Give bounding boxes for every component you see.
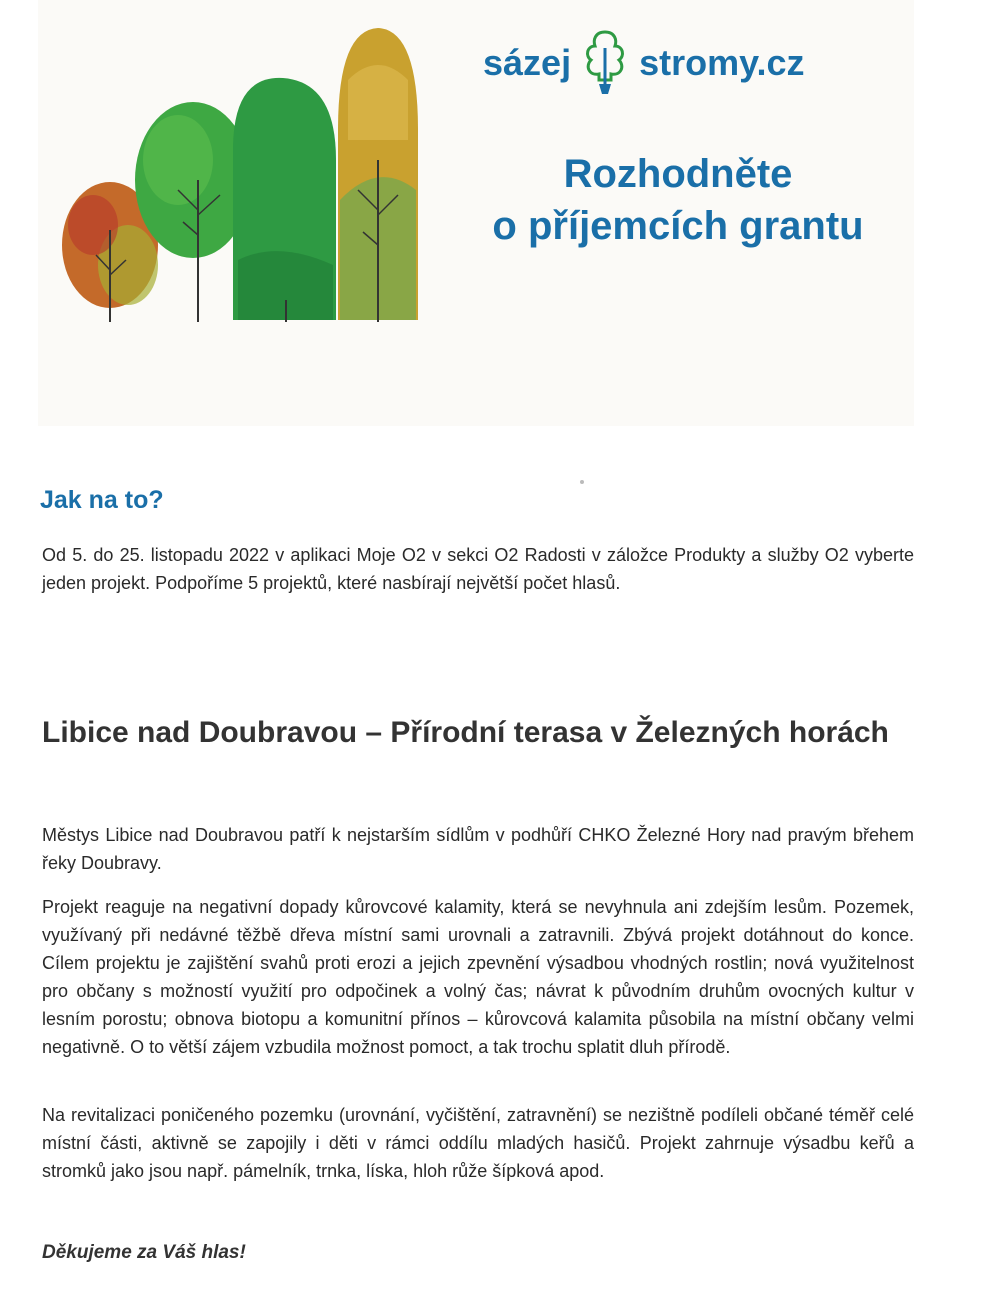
project-title: Libice nad Doubravou – Přírodní terasa v Železných horách — [42, 716, 889, 749]
howto-heading: Jak na to? — [40, 486, 164, 514]
banner-headline — [458, 148, 898, 252]
headline-line-2: o příjemcích grantu — [492, 204, 864, 248]
howto-text: Od 5. do 25. listopadu 2022 v aplikaci Moje O2 v sekci O2 Radosti v záložce Produkty a služby O2 vyberte jeden projekt. Podpoříme 5 projektů, které nasbírají největší počet hlasů. — [42, 545, 914, 593]
logo — [483, 28, 883, 98]
project-paragraph-1: Městys Libice nad Doubravou patří k nejstarším sídlům v podhůří CHKO Železné Hory nad pravým břehem řeky Doubravy. — [42, 825, 914, 873]
closing-thanks: Děkujeme za Váš hlas! — [42, 1242, 246, 1263]
logo-text-left: sázej — [483, 42, 572, 83]
project-paragraph-2: Projekt reaguje na negativní dopady kůrovcové kalamity, která se nevyhnula ani zdejším lesům. Pozemek, využívaný při nedávné těžbě dřeva místní sami urovnali a zatravnili. Zbývá projekt dotáhnout do konce. Cílem projektu je zajištění svahů proti erozi a jejich zpevnění výsadbou vhodných rostlin; nová využitelnost pro občany s možností využití pro odpočinek a volný čas; návrat k původním druhům ovocných kultur v lesním porostu; obnova biotopu a komunitní přínos – kůrovcová kalamita působila na místní občany velmi negativně. O to větší zájem vzbudila možnost pomoct, a tak trochu splatit dluh přírodě. — [42, 897, 914, 1057]
project-paragraph-3: Na revitalizaci poničeného pozemku (urovnání, vyčištění, zatravnění) se nezištně podíleli občané téměř celé místní části, aktivně se zapojily i děti v rámci oddílu mladých hasičů. Projekt zahrnuje výsadbu keřů a stromků jako jsou např. pámelník, trnka, líska, hloh růže šípková apod. — [42, 1105, 914, 1181]
headline-line-1: Rozhodněte — [563, 152, 793, 196]
header-banner — [38, 0, 914, 426]
tree-shovel-icon — [577, 28, 633, 98]
scan-speck — [580, 480, 584, 484]
trees-illustration — [38, 0, 438, 340]
logo-text-right: stromy.cz — [639, 42, 805, 83]
